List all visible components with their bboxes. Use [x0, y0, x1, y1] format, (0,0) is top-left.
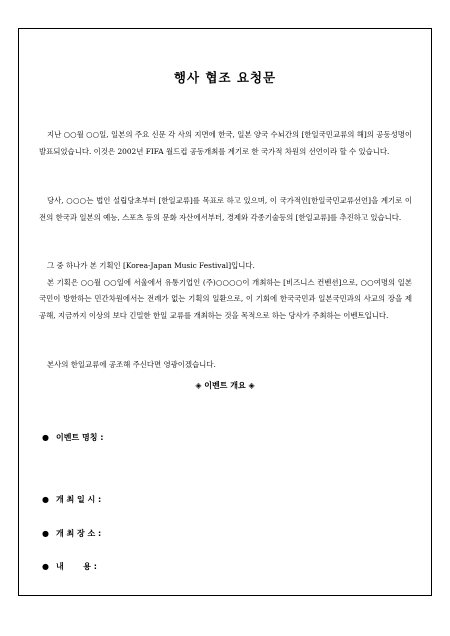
paragraph-company: 당사, ○○○는 법인 설립당초부터 [한일교류]를 목표로 하고 있으며, 이 국가적인[한일국민교류선언]을 계기로 이전의 한국과 일본의 예능, 스포츠 등의 문화 자산에서부터, 경제와 각종기술등의 [한일교류]를 추진하고 있습니다. — [39, 196, 412, 222]
overview-heading: ◈ 이벤트 개요 ◈ — [195, 380, 255, 390]
bullet-icon: ● — [42, 495, 49, 504]
field-event-date — [42, 494, 101, 505]
bullet-icon: ● — [42, 562, 49, 571]
paragraph-declaration: 지난 ○○월 ○○일, 일본의 주요 신문 각 사의 지면에 한국, 일본 양국 수뇌간의 [한일국민교류의 해]의 공동성명이 발표되었습니다. 이것은 2002년 FIFA 월드컵 공동개최를 계기로 한 국가적 차원의 선언이라 할 수 있습니다. — [39, 130, 412, 156]
document-title: 행사 협조 요청문 — [173, 70, 277, 85]
field-label: 이벤트 명칭 : — [56, 433, 104, 442]
field-label: 개 최 일 시 : — [56, 495, 102, 504]
bullet-icon: ● — [42, 529, 49, 538]
field-event-content — [42, 561, 97, 572]
paragraph-request: 본사의 한일교류에 공조해 주신다면 영광이겠습니다. — [47, 360, 216, 369]
bullet-icon: ● — [42, 433, 49, 442]
field-label: 내 용 : — [56, 562, 97, 571]
paragraph-festival — [39, 258, 412, 324]
field-label: 개 최 장 소 : — [56, 529, 102, 538]
paragraph-festival-detail: 본 기획은 ○○월 ○○일에 서울에서 유통기업인 (주)○○○○이 개최하는 [비즈니스 컨벤션]으로, ○○여명의 일본국민이 방한하는 민간차원에서는 전례가 없는 기획의 일환으로, 이 기회에 한국국민과 일본국민과의 사교의 장을 제공해, 지금까지 이상의 보다 긴밀한 한일 교류를 개최하는 것을 목적으로 하는 당사가 주최하는 이벤트입니다. — [39, 277, 412, 320]
field-event-name — [42, 432, 103, 443]
field-event-venue — [42, 528, 101, 539]
paragraph-festival-intro: 그 중 하나가 본 기획인 [Korea-Japan Music Festival]입니다. — [47, 261, 255, 270]
